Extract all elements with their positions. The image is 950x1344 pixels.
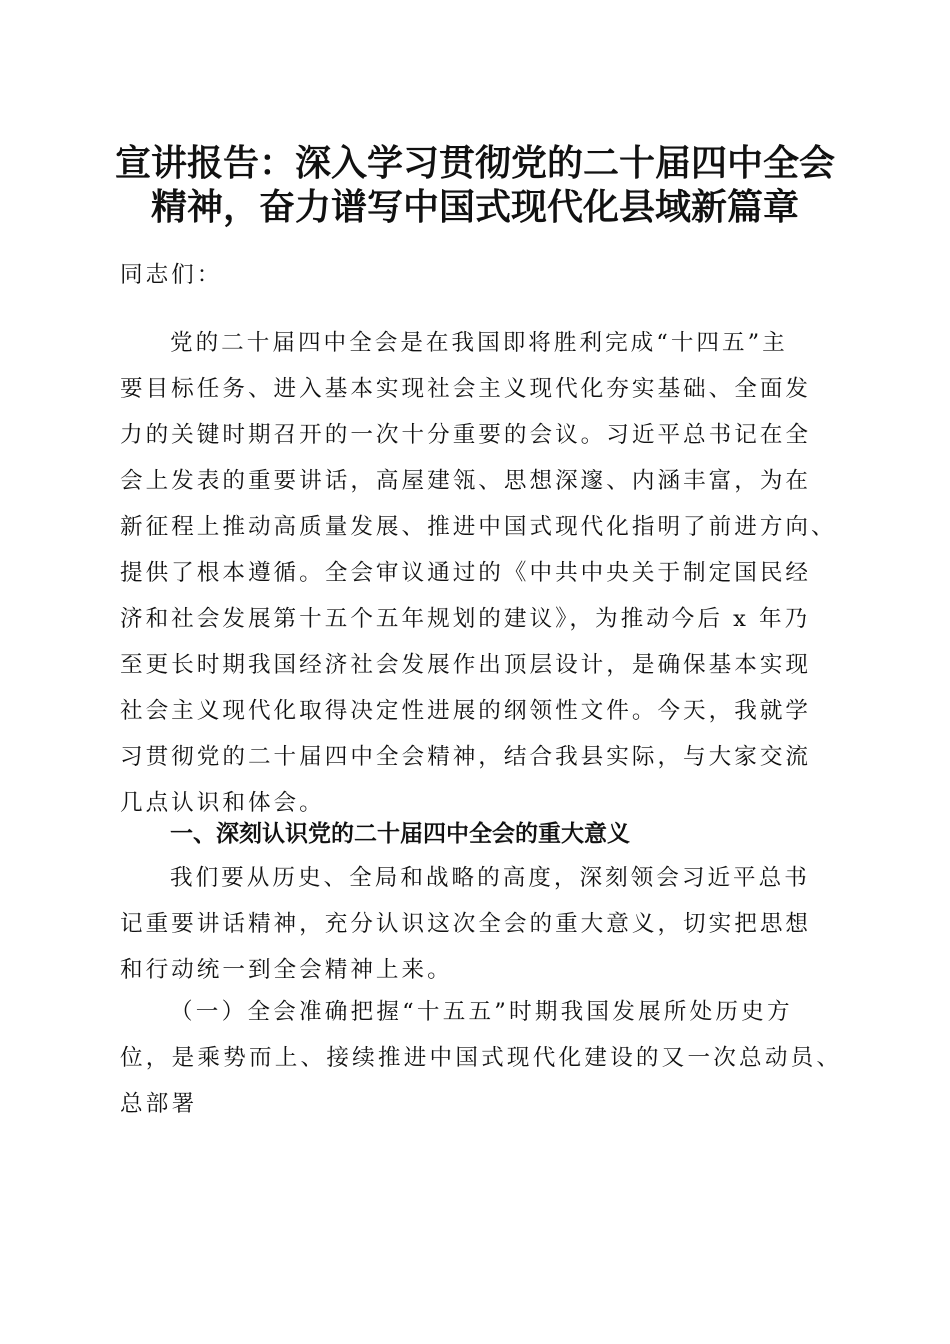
document-title-line-2: 精神，奋力谱写中国式现代化县域新篇章: [150, 186, 799, 228]
paragraph-1-line: 党的二十届四中全会是在我国即将胜利完成“十四五”主: [170, 330, 788, 356]
paragraph-1-line: 力的关键时期召开的一次十分重要的会议。习近平总书记在全: [120, 422, 812, 448]
greeting: 同志们：: [120, 262, 223, 288]
subsection-heading-line: 总部署: [120, 1091, 198, 1117]
paragraph-2-line: 我们要从历史、全局和战略的高度，深刻领会习近平总书: [170, 865, 810, 891]
paragraph-1: [120, 320, 837, 826]
paragraph-1-line: 提供了根本遵循。全会审议通过的《中共中央关于制定国民经: [120, 560, 812, 586]
paragraph-1-line: 习贯彻党的二十届四中全会精神，结合我县实际，与大家交流: [120, 744, 812, 770]
paragraph-1-line: 至更长时期我国经济社会发展作出顶层设计，是确保基本实现: [120, 652, 812, 678]
paragraph-2: [120, 855, 832, 993]
subsection-heading-line: （一）全会准确把握“十五五”时期我国发展所处历史方: [170, 999, 793, 1025]
paragraph-1-line: 济和社会发展第十五个五年规划的建议》，为推动今后 x 年乃: [120, 606, 811, 632]
document-title-line-1: 宣讲报告：深入学习贯彻党的二十届四中全会: [114, 142, 835, 184]
paragraph-1-line: 新征程上推动高质量发展、推进中国式现代化指明了前进方向、: [120, 514, 837, 540]
paragraph-2-line: 和行动统一到全会精神上来。: [120, 957, 453, 983]
paragraph-2-line: 记重要讲话精神，充分认识这次全会的重大意义，切实把思想: [120, 911, 812, 937]
paragraph-1-line: 社会主义现代化取得决定性进展的纲领性文件。今天，我就学: [120, 698, 812, 724]
subsection-heading-1: [120, 989, 843, 1127]
subsection-heading-line: 位，是乘势而上、接续推进中国式现代化建设的又一次总动员、: [120, 1045, 843, 1071]
paragraph-1-line: 要目标任务、进入基本实现社会主义现代化夯实基础、全面发: [120, 376, 812, 402]
paragraph-1-line: 会上发表的重要讲话，高屋建瓴、思想深邃、内涵丰富，为在: [120, 468, 812, 494]
section-heading-1: 一、深刻认识党的二十届四中全会的重大意义: [170, 821, 630, 847]
paragraph-1-line: 几点认识和体会。: [120, 790, 325, 816]
